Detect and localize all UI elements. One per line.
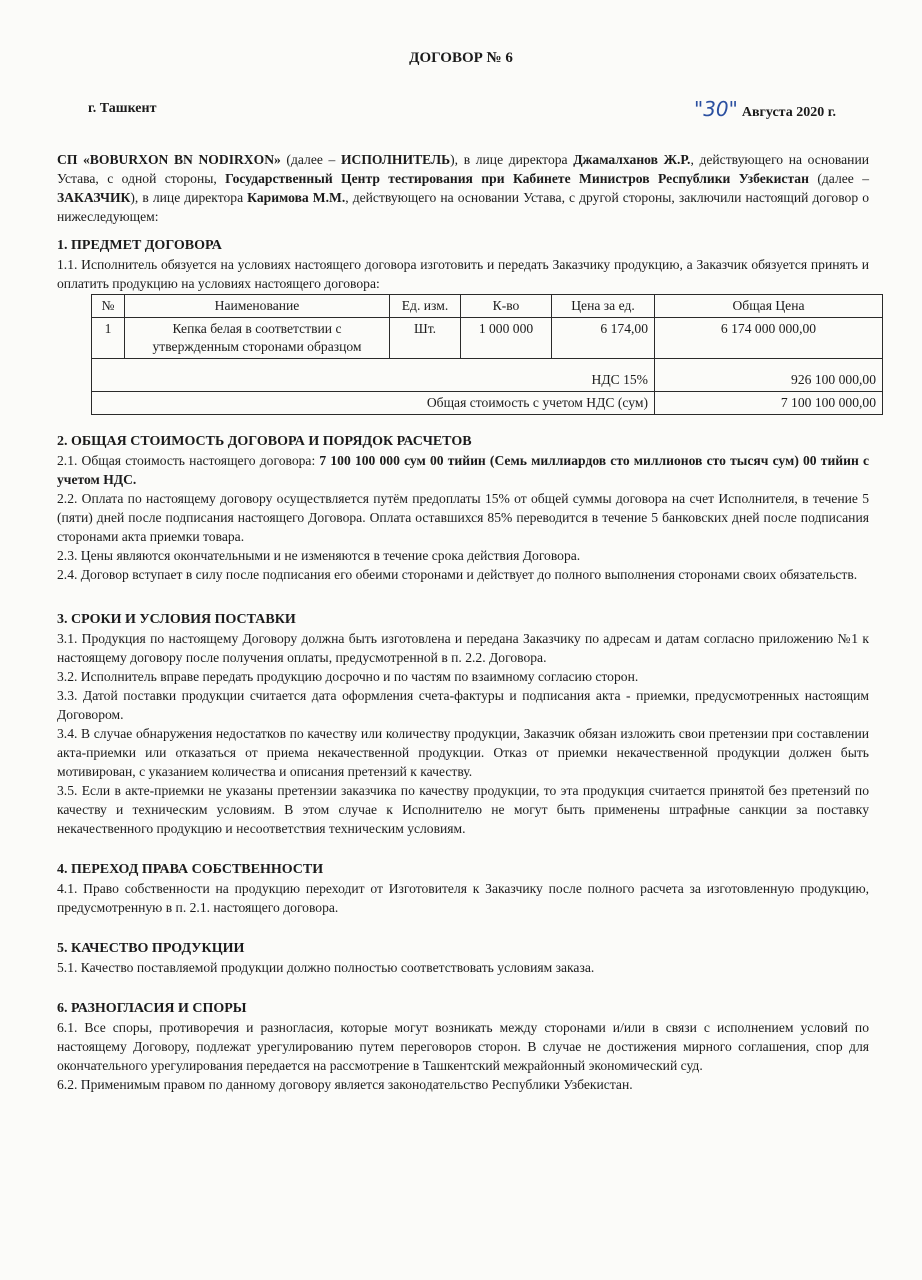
intro-text-6: , действующего на основании Устава, с другой стороны, заключили настоящий договор о нижеследующем: [57,190,869,224]
section-4-heading: 4. ПЕРЕХОД ПРАВА СОБСТВЕННОСТИ [57,862,324,877]
intro-text-4: (далее – [808,171,869,186]
table-header-row [92,295,883,318]
vat-value: 926 100 000,00 [655,359,883,392]
clause-3-2: 3.2. Исполнитель вправе передать продукцию досрочно и по частям по взаимному согласию сторон. [57,669,639,684]
clause-3-4: 3.4. В случае обнаружения недостатков по качеству или количеству продукции, Заказчик обязан изложить свои претензии при составлении акта-приемки или отказаться от приема некачественной продукции. Отказ от приемки некачественной продукции должен быть мотивирован, с указанием количества и описания претензий к качеству. [57,726,869,779]
section-5-heading: 5. КАЧЕСТВО ПРОДУКЦИИ [57,941,245,956]
clause-2-4: 2.4. Договор вступает в силу после подписания его обеими сторонами и действует до полного выполнения сторонами своих обязательств. [57,567,858,582]
customer-director: Каримова М.М. [247,190,346,205]
intro-text-5: ), в лице директора [130,190,248,205]
grand-total-row [92,392,883,415]
grand-total-label: Общая стоимость с учетом НДС (сум) [92,392,655,415]
col-price-header: Цена за ед. [552,295,655,318]
clause-2-1-amount: 7 100 100 000 сум 00 тийин (Семь миллиардов сто миллионов сто тысяч сум) 00 тийин с учетом НДС. [57,453,869,487]
specification-table [91,294,883,415]
clause-2-2: 2.2. Оплата по настоящему договору осуществляется путём предоплаты 15% от общей суммы договора на счет Исполнителя, в течение 5 (пяти) дней после подписания настоящего Договора. Оплата оставшихся 85% переводится в течение 5 банковских дней после подписания сторонами акта приемки товара. [57,491,869,544]
intro-paragraph [57,150,869,226]
section-3-heading: 3. СРОКИ И УСЛОВИЯ ПОСТАВКИ [57,612,296,627]
contract-title: ДОГОВОР № 6 [409,50,513,66]
clause-5-1: 5.1. Качество поставляемой продукции должно полностью соответствовать условиям заказа. [57,960,595,975]
clause-2-1 [57,451,869,489]
clause-2-3: 2.3. Цены являются окончательными и не изменяются в течение срока действия Договора. [57,548,581,563]
clause-6-1: 6.1. Все споры, противоречия и разногласия, которые могут возникать между сторонами и/или в связи с исполнением условий по настоящему Договору, подлежат урегулированию путем переговоров сторон. В случае не достижения мирного соглашения, спор для окончательного урегулирования передается на рассмотрение в Ташкентский межрайонный экономический суд. [57,1020,869,1073]
section-2-heading: 2. ОБЩАЯ СТОИМОСТЬ ДОГОВОРА И ПОРЯДОК РАСЧЕТОВ [57,434,472,449]
row-num: 1 [92,318,125,359]
date-day-handwritten: "30" [694,97,738,121]
clause-3-1: 3.1. Продукция по настоящему Договору должна быть изготовлена и передана Заказчику по адресам и датам согласно приложению №1 к настоящему договору после получения оплаты, предусмотренной в п. 2.2. Договора. [57,631,869,665]
customer-role: ЗАКАЗЧИК [57,190,131,205]
date-month-year: Августа 2020 г. [741,105,836,120]
executor-director: Джамалханов Ж.Р. [573,152,691,167]
col-unit-header: Ед. изм. [390,295,461,318]
contract-city: г. Ташкент [88,101,157,116]
col-qty-header: К-во [461,295,552,318]
intro-text-3: , действующего на основании Устава, с одной стороны, [57,152,869,186]
vat-label: НДС 15% [92,359,655,392]
col-name-header: Наименование [125,295,390,318]
clause-3-5: 3.5. Если в акте-приемки не указаны претензии заказчика по качеству продукции, то эта продукция считается принятой без претензий по качеству и техническим условиям. В этом случае к Исполнителю не могут быть применены штрафные санкции за поставку некачественного продукцию и несоответствия техническим условиям. [57,783,869,836]
col-total-header: Общая Цена [655,295,883,318]
intro-text-1: (далее – [280,152,341,167]
vat-row [92,359,883,392]
section-6-heading: 6. РАЗНОГЛАСИЯ И СПОРЫ [57,1001,247,1016]
contract-body [57,150,876,1094]
row-price: 6 174,00 [552,318,655,359]
row-unit: Шт. [390,318,461,359]
contract-date [694,97,836,121]
clause-1-1: 1.1. Исполнитель обязуется на условиях настоящего договора изготовить и передать Заказчику продукцию, а Заказчик обязуется принять и оплатить продукцию на условиях настоящего договора: [57,257,869,291]
grand-total-value: 7 100 100 000,00 [655,392,883,415]
row-name: Кепка белая в соответствии с утвержденным сторонами образцом [125,318,390,359]
executor-role: ИСПОЛНИТЕЛЬ [340,152,451,167]
clause-6-2: 6.2. Применимым правом по данному договору является законодательство Республики Узбекистан. [57,1077,633,1092]
clause-4-1: 4.1. Право собственности на продукцию переходит от Изготовителя к Заказчику после полного расчета за изготовленную продукцию, предусмотренную в п. 2.1. настоящего договора. [57,881,869,915]
clause-2-1-prefix: 2.1. Общая стоимость настоящего договора: [57,453,320,468]
executor-name: СП «BOBURXON BN NODIRXON» [57,152,281,167]
intro-text-2: ), в лице директора [450,152,574,167]
row-qty: 1 000 000 [461,318,552,359]
col-num-header: № [92,295,125,318]
table-row [92,318,883,359]
clause-3-3: 3.3. Датой поставки продукции считается дата оформления счета-фактуры и подписания акта - приемки, предусмотренных настоящим Договором. [57,688,869,722]
row-total: 6 174 000 000,00 [655,318,883,359]
section-1-heading: 1. ПРЕДМЕТ ДОГОВОРА [57,238,222,253]
customer-name: Государственный Центр тестирования при Кабинете Министров Республики Узбекистан [225,171,809,186]
